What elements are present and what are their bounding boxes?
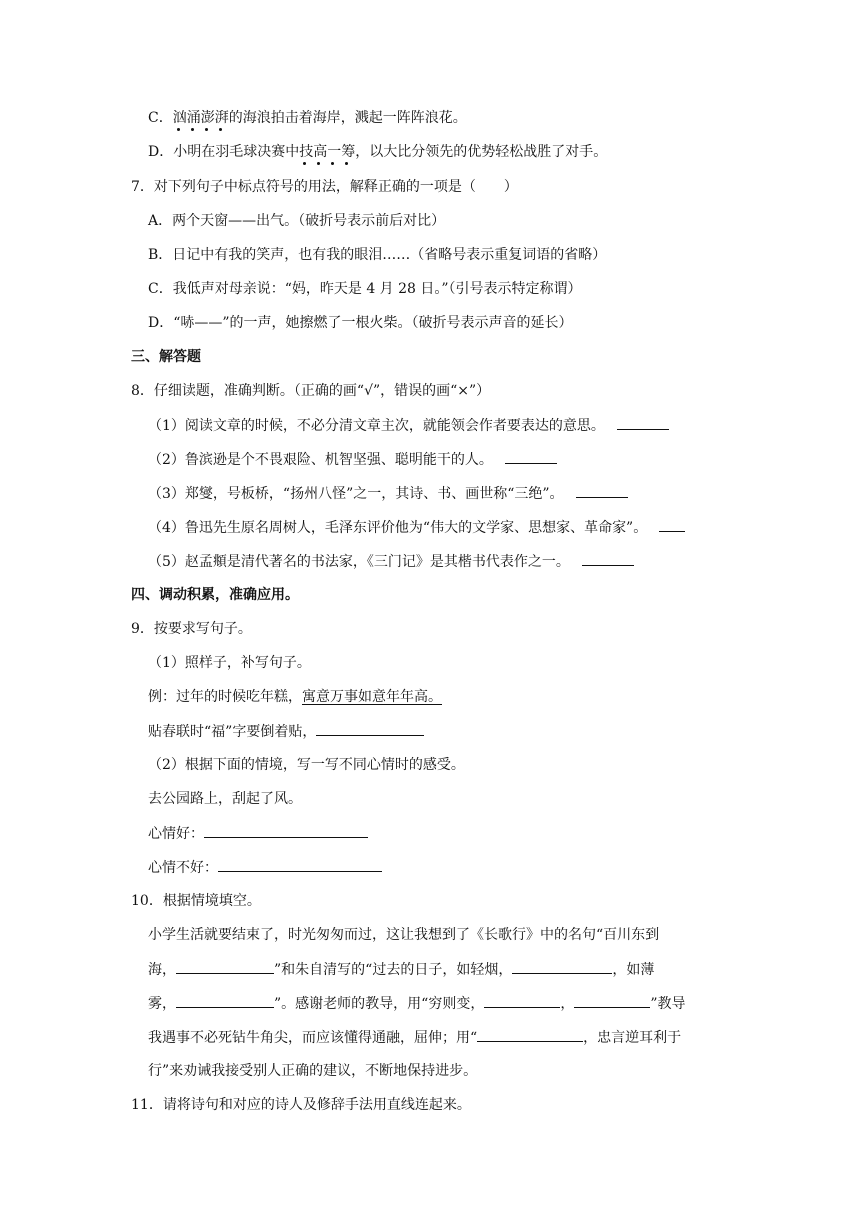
section-heading-4: 四、调动积累，准确应用。 xyxy=(131,587,299,603)
answer-blank[interactable] xyxy=(176,993,274,1008)
q9-scene: 去公园路上，刮起了风。 xyxy=(148,791,302,807)
q10-line-2: 海， ”和朱自清写的“过去的日子，如轻烟， ，如薄 xyxy=(148,959,654,980)
q10-stem: 10．根据情境填空。 xyxy=(131,893,261,909)
q7-option-b: B．日记中有我的笑声，也有我的眼泪……（省略号表示重复词语的省略） xyxy=(148,247,607,263)
q8-item-1: （1）阅读文章的时候，不必分清文章主次，就能领会作者要表达的意思。 xyxy=(148,415,669,436)
dotted-char: 技 xyxy=(299,144,314,160)
q9-stem: 9．按要求写句子。 xyxy=(131,621,252,637)
dotted-char: 澎 xyxy=(200,110,215,126)
section-heading-3: 三、解答题 xyxy=(131,349,201,365)
dotted-char: 汹 xyxy=(172,110,187,126)
q6-option-d: D．小明在羽毛球决赛中技高一筹，以大比分领先的优势轻松战胜了对手。 xyxy=(148,144,608,160)
q7-option-d: D．“哧——”的一声，她擦燃了一根火柴。（破折号表示声音的延长） xyxy=(148,315,573,331)
answer-blank[interactable] xyxy=(176,959,274,974)
q11-stem: 11．请将诗句和对应的诗人及修辞手法用直线连起来。 xyxy=(131,1097,471,1113)
q10-line-1: 小学生活就要结束了，时光匆匆而过，这让我想到了《长歌行》中的名句“百川东到 xyxy=(148,927,660,943)
answer-blank[interactable] xyxy=(505,449,557,464)
q9-sub2: （2）根据下面的情境，写一写不同心情时的感受。 xyxy=(148,757,465,773)
q8-item-5: （5）赵孟頫是清代著名的书法家，《三门记》是其楷书代表作之一。 xyxy=(148,551,634,572)
q7-option-c: C．我低声对母亲说：“妈，昨天是 4 月 28 日。”（引号表示特定称谓） xyxy=(148,281,582,297)
q10-line-5: 行”来劝诫我接受别人正确的建议，不断地保持进步。 xyxy=(148,1063,478,1079)
answer-blank[interactable] xyxy=(659,517,685,532)
answer-blank[interactable] xyxy=(316,721,424,736)
q8-item-3: （3）郑燮，号板桥，“扬州八怪”之一，其诗、书、画世称“三绝”。 xyxy=(148,483,628,504)
q9-good-mood: 心情好： xyxy=(148,823,368,844)
answer-blank[interactable] xyxy=(576,483,628,498)
dotted-char: 湃 xyxy=(214,110,229,126)
answer-blank[interactable] xyxy=(477,1027,583,1042)
q9-bad-mood: 心情不好： xyxy=(148,857,382,878)
dotted-char: 筹 xyxy=(341,144,356,160)
q7-stem: 7．对下列句子中标点符号的用法，解释正确的一项是（ ） xyxy=(131,179,518,195)
q9-sub1: （1）照样子，补写句子。 xyxy=(148,655,311,671)
answer-blank[interactable] xyxy=(512,959,612,974)
q8-item-2: （2）鲁滨逊是个不畏艰险、机智坚强、聪明能干的人。 xyxy=(148,449,557,470)
q9-fill1: 贴春联时“福”字要倒着贴， xyxy=(148,721,424,742)
q10-line-4: 我遇事不必死钻牛角尖，而应该懂得通融，屈伸；用“ ，忠言逆耳利于 xyxy=(148,1027,681,1048)
q8-item-4: （4）鲁迅先生原名周树人，毛泽东评价他为“伟大的文学家、思想家、革命家”。 xyxy=(148,517,685,538)
answer-blank[interactable] xyxy=(617,415,669,430)
dotted-char: 涌 xyxy=(186,110,201,126)
q8-stem: 8．仔细读题，准确判断。（正确的画“√”，错误的画“×”） xyxy=(131,383,491,399)
q7-option-a: A．两个天窗——出气。（破折号表示前后对比） xyxy=(148,213,446,229)
dotted-char: 一 xyxy=(327,144,342,160)
q9-example: 例：过年的时候吃年糕，寓意万事如意年年高。 xyxy=(148,689,442,705)
answer-blank[interactable] xyxy=(218,857,382,872)
answer-blank[interactable] xyxy=(484,993,560,1008)
q10-line-3: 雾， ”。感谢老师的教导，用“穷则变， ， ”教导 xyxy=(148,993,686,1014)
answer-blank[interactable] xyxy=(204,823,368,838)
answer-blank[interactable] xyxy=(582,551,634,566)
q6-option-c: C．汹涌澎湃的海浪拍击着海岸，溅起一阵阵浪花。 xyxy=(148,110,467,126)
dotted-char: 高 xyxy=(313,144,328,160)
answer-blank[interactable] xyxy=(574,993,650,1008)
